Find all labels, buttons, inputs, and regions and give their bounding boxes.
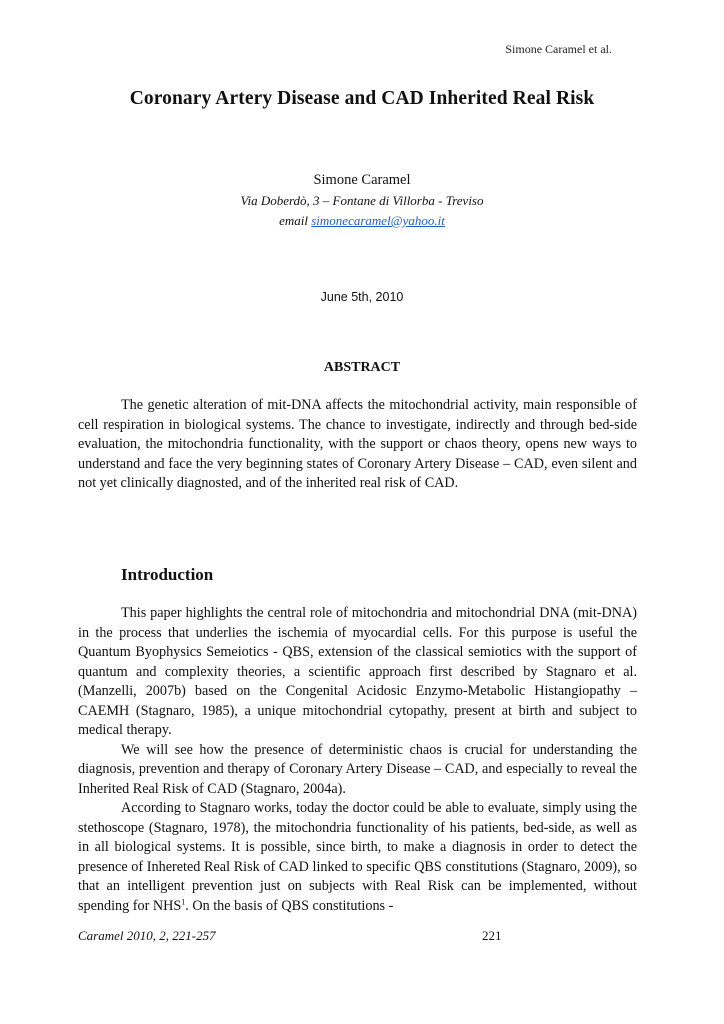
email-link[interactable]: simonecaramel@yahoo.it xyxy=(311,213,445,228)
introduction-paragraph-3 xyxy=(78,799,637,916)
paragraph-3-text: According to Stagnaro works, today the doctor could be able to evaluate, simply using the stethoscope (Stagnaro, 1978), the mitochondria functionality of his patients, bed-side, as well as in all biological systems. It is possible, since birth, to make a diagnosis in order to detect the presence of Inhereted Real Risk of CAD linked to specific QBS constitutions (Stagnaro, 2009), so that an intelligent prevention just on subjects with Real Risk can be implemented, without spending for NHS xyxy=(78,800,637,914)
introduction-heading: Introduction xyxy=(121,565,214,584)
abstract-heading: ABSTRACT xyxy=(323,360,401,375)
paragraph-3-text-end: . On the basis of QBS constitutions - xyxy=(185,897,394,914)
introduction-body xyxy=(78,604,637,916)
page-number: 221 xyxy=(482,928,502,943)
paper-title: Coronary Artery Disease and CAD Inherited Real Risk xyxy=(129,88,595,109)
author-affiliation: Via Doberdò, 3 – Fontane di Villorba - Treviso xyxy=(240,193,484,208)
introduction-paragraph-2: We will see how the presence of deterministic chaos is crucial for understanding the diagnosis, prevention and therapy of Coronary Artery Disease – CAD, and especially to reveal the Inherited Real Risk of CAD (Stagnaro, 2004a). xyxy=(78,741,637,797)
abstract-text: The genetic alteration of mit-DNA affects the mitochondrial activity, main responsible of cell respiration in biological systems. The chance to investigate, indirectly and through bed-side evaluation, the mitochondria functionality, with the support or chaos theory, opens new ways to understand and face the very beginning states of Coronary Artery Disease – CAD, even silent and not yet clinically diagnosted, and of the inherited real risk of CAD. xyxy=(78,397,637,491)
publication-date: June 5th, 2010 xyxy=(320,290,404,304)
author-email-line xyxy=(0,213,724,229)
running-head: Simone Caramel et al. xyxy=(505,42,612,56)
email-label: email xyxy=(279,213,308,228)
author-name: Simone Caramel xyxy=(313,172,411,188)
footer-citation: Caramel 2010, 2, 221-257 xyxy=(78,928,216,943)
footnote-marker[interactable]: 1 xyxy=(181,896,186,906)
introduction-paragraph-1: This paper highlights the central role of mitochondria and mitochondrial DNA (mit-DNA) in the process that underlies the ischemia of myocardial cells. For this purpose is useful the Quantum Byophysics Semeiotics - QBS, extension of the classical semiotics with the support of quantum and complexity theories, a scientific approach first described by Stagnaro et al. (Manzelli, 2007b) based on the Congenital Acidosic Enzymo-Metabolic Histangiopathy – CAEMH (Stagnaro, 1985), a unique mitochondrial cytopathy, present at birth and subject to medical therapy. xyxy=(78,605,637,738)
